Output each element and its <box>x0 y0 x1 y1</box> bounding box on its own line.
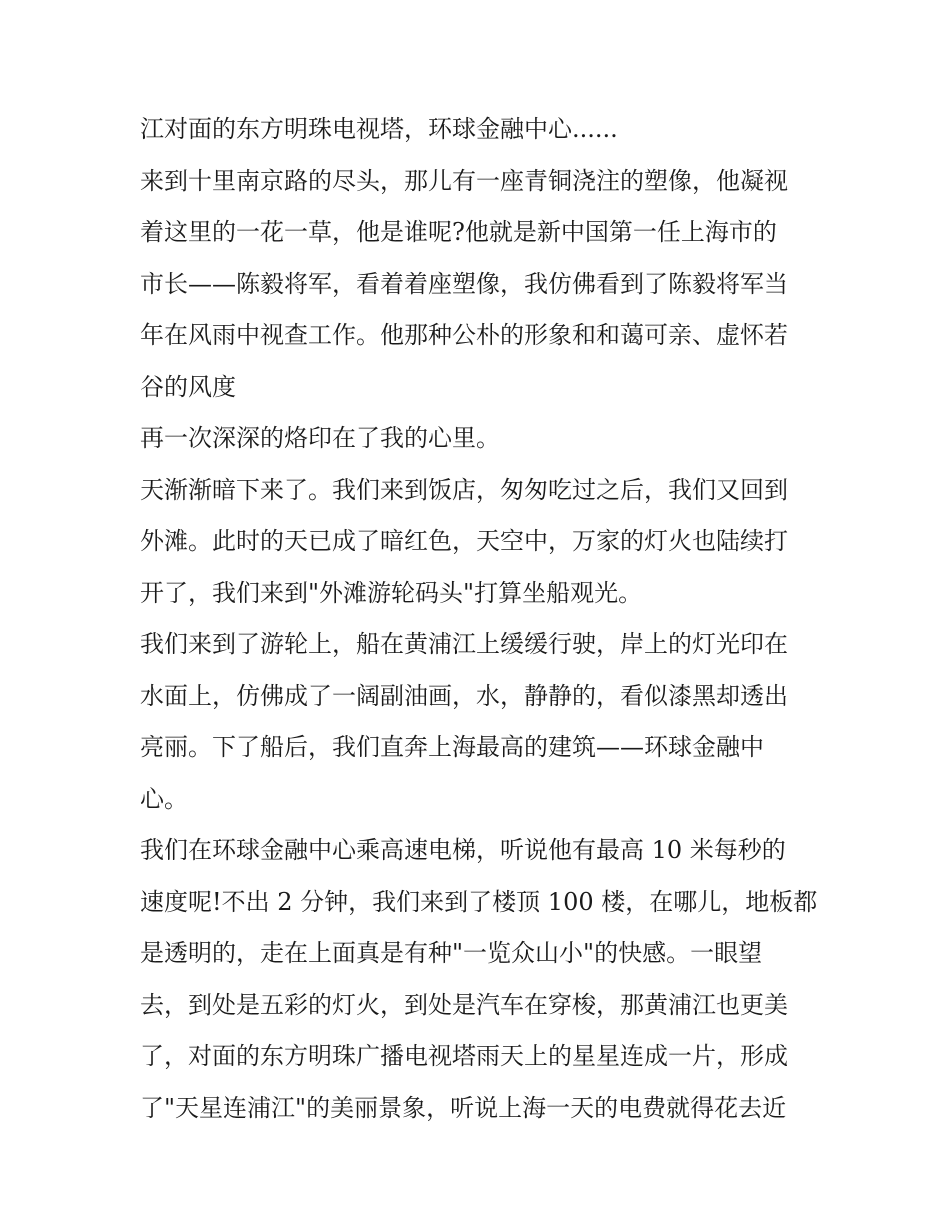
text-line: 水面上，仿佛成了一阔副油画，水，静静的，看似漆黑却透出 <box>140 681 788 710</box>
text-line: 江对面的东方明珠电视塔，环球金融中心...... <box>140 115 618 143</box>
text-line: 亮丽。下了船后，我们直奔上海最高的建筑——环球金融中 <box>140 733 764 761</box>
text-line: 年在风雨中视查工作。他那种公朴的形象和和蔼可亲、虚怀若 <box>140 321 788 349</box>
text-line: 谷的风度 <box>140 372 236 401</box>
text-line: 了，对面的东方明珠广播电视塔雨天上的星星连成一片，形成 <box>140 1042 788 1070</box>
text-line: 天渐渐暗下来了。我们来到饭店，匆匆吃过之后，我们又回到 <box>140 475 788 504</box>
document-body <box>140 104 820 1134</box>
text-line: 是透明的，走在上面真是有种"一览众山小"的快感。一眼望 <box>140 939 763 967</box>
text-line: 心。 <box>140 784 188 813</box>
text-line: 开了，我们来到"外滩游轮码头"打算坐船观光。 <box>140 578 643 607</box>
text-line: 外滩。此时的天已成了暗红色，天空中，万家的灯火也陆续打 <box>140 527 788 555</box>
text-line: 来到十里南京路的尽头，那儿有一座青铜浇注的塑像，他凝视 <box>140 166 788 195</box>
text-line: 速度呢!不出 2 分钟，我们来到了楼顶 100 楼，在哪儿，地板都 <box>140 887 818 916</box>
text-line: 去，到处是五彩的灯火，到处是汽车在穿梭，那黄浦江也更美 <box>140 990 788 1019</box>
text-line: 市长——陈毅将军，看着着座塑像，我仿佛看到了陈毅将军当 <box>140 269 788 298</box>
text-line: 再一次深深的烙印在了我的心里。 <box>140 424 500 452</box>
text-line: 了"天星连浦江"的美丽景象，听说上海一天的电费就得花去近 <box>140 1093 787 1122</box>
text-line: 我们来到了游轮上，船在黄浦江上缓缓行驶，岸上的灯光印在 <box>140 630 788 658</box>
text-line: 我们在环球金融中心乘高速电梯，听说他有最高 10 米每秒的 <box>140 836 786 864</box>
text-line: 着这里的一花一草，他是谁呢?他就是新中国第一任上海市的 <box>140 218 777 246</box>
